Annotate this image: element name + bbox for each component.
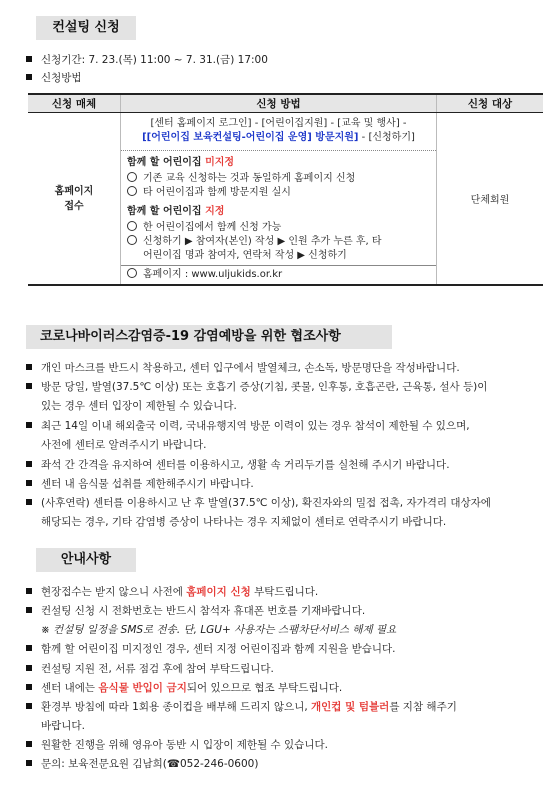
circle-icon [127, 172, 137, 182]
bullet-icon [26, 760, 32, 766]
bullet-icon [26, 56, 32, 62]
covid-line: 사전에 센터로 알려주시기 바랍니다. [41, 439, 207, 451]
covid-line: 좌석 간 간격을 유지하여 센터를 이용하시고, 생활 속 거리두기를 실천해 주시기 바랍니다. [26, 457, 450, 472]
bullet-icon [26, 645, 32, 651]
consult-section-title: 컨설팅 신청 [36, 16, 136, 40]
covid-line: (사후연락) 센터를 이용하시고 난 후 발열(37.5℃ 이상), 확진자와의 밀접 접촉, 자가격리 대상자에 [26, 495, 491, 510]
notice-line: 바랍니다. [41, 720, 85, 732]
covid-line: 개인 마스크를 반드시 착용하고, 센터 입구에서 발열체크, 손소독, 방문명단을 작성바랍니다. [26, 360, 460, 375]
notice-line: 컨설팅 지원 전, 서류 점검 후에 참여 부탁드립니다. [26, 661, 274, 676]
circle-icon [127, 235, 137, 245]
bullet-icon [26, 703, 32, 709]
covid-line: 최근 14일 이내 해외출국 이력, 국내유행지역 방문 이력이 있는 경우 참석이 제한될 수 있으며, [26, 418, 470, 433]
application-table [28, 93, 543, 286]
covid-line: 해당되는 경우, 기타 감염병 증상이 나타나는 경우 지체없이 센터로 연락주시기 바랍니다. [41, 516, 447, 528]
bullet-icon [26, 499, 32, 505]
covid-line: 방문 당일, 발열(37.5℃ 이상) 또는 호흡기 증상(기침, 콧물, 인후통, 호흡곤란, 근육통, 설사 등)이 [26, 379, 487, 394]
circle-icon [127, 221, 137, 231]
notice-line: 센터 내에는 음식물 반입이 금지되어 있으므로 협조 부탁드립니다. [26, 680, 342, 695]
bullet-icon [26, 422, 32, 428]
bullet-icon [26, 607, 32, 613]
bullet-icon [26, 383, 32, 389]
homepage-url: 홈페이지 : www.uljukids.or.kr [121, 265, 436, 284]
header-target: 신청 대상 [437, 94, 544, 113]
notice-line: 현장접수는 받지 않으니 사전에 홈페이지 신청 부탁드립니다. [26, 584, 318, 599]
media-cell: 홈페이지 접수 [28, 113, 121, 286]
header-method: 신청 방법 [121, 94, 437, 113]
covid-line: 센터 내 음식물 섭취를 제한해주시기 바랍니다. [26, 476, 254, 491]
contact-info: 문의: 보육전문요원 김남희(☎052-246-0600) [26, 756, 258, 771]
consult-period: 신청기간: 7. 23.(목) 11:00 ~ 7. 31.(금) 17:00 [26, 52, 268, 67]
notice-line: 함께 할 어린이집 미지정인 경우, 센터 지정 어린이집과 함께 지원을 받습니다. [26, 641, 395, 656]
bullet-icon [26, 741, 32, 747]
notice-line: 컨설팅 신청 시 전화번호는 반드시 참석자 휴대폰 번호를 기재바랍니다. [26, 603, 365, 618]
bullet-icon [26, 74, 32, 80]
notice-section-title: 안내사항 [36, 548, 136, 572]
bullet-icon [26, 364, 32, 370]
homepage-path: [센터 홈페이지 로그인] - [어린이집지원] - [교육 및 행사] - [[어린이집 보육컨설팅-어린이집 운영] 방문지원] - [신청하기] [142, 118, 415, 143]
notice-line: 환경부 방침에 따라 1회용 종이컵을 배부해 드리지 않으니, 개인컵 및 텀블러를 지참 해주기 [26, 699, 457, 714]
notice-line: 원활한 진행을 위해 영유아 동반 시 입장이 제한될 수 있습니다. [26, 737, 328, 752]
bullet-icon [26, 588, 32, 594]
circle-icon [127, 268, 137, 278]
notice-sms-note: ※ 컨설팅 일정을 SMS로 전송. 단, LGU+ 사용자는 스팸차단서비스 해제 필요 [41, 624, 397, 636]
method-cell [121, 113, 437, 286]
covid-line: 있는 경우 센터 입장이 제한될 수 있습니다. [41, 400, 237, 412]
bullet-icon [26, 461, 32, 467]
group-unassigned: 함께 할 어린이집 미지정 기존 교육 신청하는 것과 동일하게 홈페이지 신청 타 어린이집과 함께 방문지원 실시 함께 할 어린이집 지정 한 어린이집에서 함께 신청 가능 신청하기 ▶ 참여자(본인) 작성 ▶ 인원 추가 누른 후, 타 어린이집 명과 참여자, 연락처 작성 ▶ 신청하기 [121, 150, 436, 265]
header-media: 신청 매체 [28, 94, 121, 113]
bullet-icon [26, 665, 32, 671]
bullet-icon [26, 480, 32, 486]
covid-section-title: 코로나바이러스감염증-19 감염예방을 위한 협조사항 [26, 325, 392, 349]
circle-icon [127, 186, 137, 196]
target-cell: 단체회원 [437, 113, 544, 286]
bullet-icon [26, 684, 32, 690]
consult-method-label: 신청방법 [26, 70, 82, 85]
